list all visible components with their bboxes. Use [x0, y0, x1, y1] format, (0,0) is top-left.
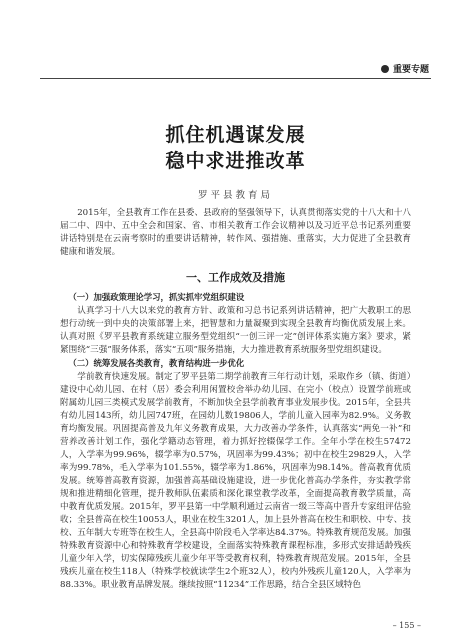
page-number: – 155 – — [392, 621, 421, 630]
subsection-heading-1: （一）加强政策理论学习，抓实抓牢党组织建设 — [68, 292, 245, 302]
title-line-2: 稳中求进推改革 — [165, 150, 306, 172]
title-line-1: 抓住机遇谋发展 — [165, 124, 306, 146]
subsection-heading-2: （二）统筹发展各类教育，教育结构进一步优化 — [68, 358, 245, 368]
bullet-dot-icon — [381, 65, 389, 73]
header-divider — [40, 78, 431, 79]
section-heading: 一、工作成效及措施 — [186, 271, 285, 284]
section-tag-label: 重要专题 — [392, 65, 429, 75]
subsection-paragraph-2: 学前教育快速发展。制定了罗平县第二期学前教育三年行动计划，采取作乡（镇、街道）建设中心幼儿园、在村（居）委会利用闲置校舍举办幼儿园、在完小（校点）设置学前班或附属幼儿园三类模式发展学前教育，不断加快全县学前教育事业发展步伐。2015年，全县共有幼儿园143所，幼儿园747班，在园幼儿数19806人，学前儿童入园率为82.9%。义务教育均衡发展。巩固提高普及九年义务教育成果，大力改善办学条件，认真落实“两免一补”和营养改善计划工作，强化学籍动态管理，着力抓好控辍保学工作。全年小学在校生57472人，入学率为99.96%，辍学率为0.57%，巩固率为99.43%；初中在校生29829人，入学率为99.78%，毛入学率为101.55%，辍学率为1.86%，巩固率为98.14%。普高教育优质发展。统筹普高教育资源，加强普高基础设施建设，进一步优化普高办学条件，夯实教学常规和推进精细化管理，提升教师队伍素质和深化课堂教学改革，全面提高教育教学质量，高中教育优质发展。2015年，罗平县第一中学顺利通过云南省一级三等高中晋升专家组评估验收；全县普高在校生10053人，职业在校生3201人，加上县外普高在校生和职校、中专、技校、五年制大专班等在校生人，全县高中阶段毛入学率达84.37%。特殊教育规范发展。加强特殊教育资源中心和特殊教育学校建设，全面落实特殊教育课程标准，多形式安排适龄残疾儿童少年入学，切实保障残疾儿童少年平等受教育权利，特殊教育规范发展。2015年，全县残疾儿童在校生118人（特殊学校就读学生2个班32人），校内外残疾儿童120人，入学率为88.33%。职业教育品牌发展。继续按照“11234”工作思路，结合全县区域特色 — [60, 372, 411, 590]
intro-paragraph: 2015年，全县教育工作在县委、县政府的坚强领导下，认真贯彻落实党的十八大和十八届二中、四中、五中全会和国家、省、市相关教育工作会议精神以及习近平总书记系列重要讲话特别是在云南考察时的重要讲话精神，转作风、强措施、重落实，大力促进了全县教育健康和谐发展。 — [60, 208, 411, 257]
article-title — [0, 122, 471, 174]
author-byline: 罗平县教育局 — [197, 190, 273, 201]
section-tag — [381, 62, 429, 75]
subsection-paragraph-1: 认真学习十八大以来党的教育方针、政策和习总书记系列讲话精神，把广大教职工的思想行动统一到中央的决策部署上来，把智慧和力量凝聚到实现全县教育均衡优质发展上来。认真对照《罗平县教育系统建立服务型党组织“一创三评一定”创评体系实施方案》要求，紧紧围绕“三强”服务体系，落实“五项”服务措施，大力推进教育系统服务型党组织建设。 — [60, 306, 411, 355]
